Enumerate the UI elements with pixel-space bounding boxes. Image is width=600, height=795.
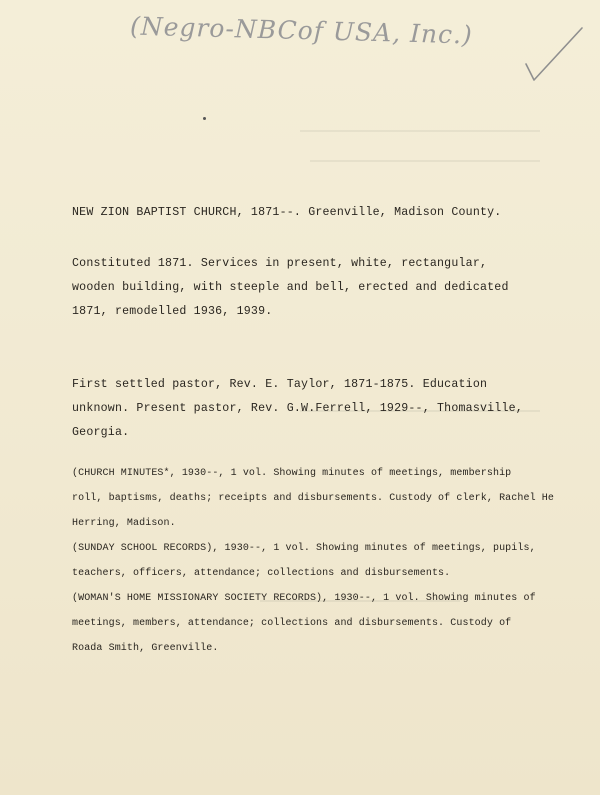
text-line: wooden building, with steeple and bell, erected and dedicated [72,281,509,294]
text-line: (WOMAN'S HOME MISSIONARY SOCIETY RECORDS), 1930--, 1 vol. Showing minutes of [72,593,536,604]
constituted-paragraph [72,252,509,324]
text-line: teachers, officers, attendance; collections and disbursements. [72,568,451,579]
handwritten-annotation: (Negro-NBCof USA, Inc.) [129,11,474,50]
ink-dot [203,117,206,120]
text-line: Roada Smith, Greenville. [72,643,219,654]
text-line: unknown. Present pastor, Rev. G.W.Ferrell, 1929--, Thomasville, [72,402,523,415]
text-line: Georgia. [72,426,130,439]
church-heading: NEW ZION BAPTIST CHURCH, 1871--. Greenville, Madison County. [72,206,502,219]
text-line: (SUNDAY SCHOOL RECORDS), 1930--, 1 vol. Showing minutes of meetings, pupils, [72,543,536,554]
text-line: roll, baptisms, deaths; receipts and disbursements. Custody of clerk, Rachel He [72,493,554,504]
text-line: 1871, remodelled 1936, 1939. [72,305,273,318]
text-line: (CHURCH MINUTES*, 1930--, 1 vol. Showing minutes of meetings, membership [72,468,512,479]
checkmark-icon [522,26,584,82]
records-paragraph [72,461,554,661]
text-line: Herring, Madison. [72,518,176,529]
pastor-paragraph [72,373,523,445]
text-line: Constituted 1871. Services in present, white, rectangular, [72,257,488,270]
text-line: meetings, members, attendance; collections and disbursements. Custody of [72,618,512,629]
text-line: First settled pastor, Rev. E. Taylor, 1871-1875. Education [72,378,488,391]
